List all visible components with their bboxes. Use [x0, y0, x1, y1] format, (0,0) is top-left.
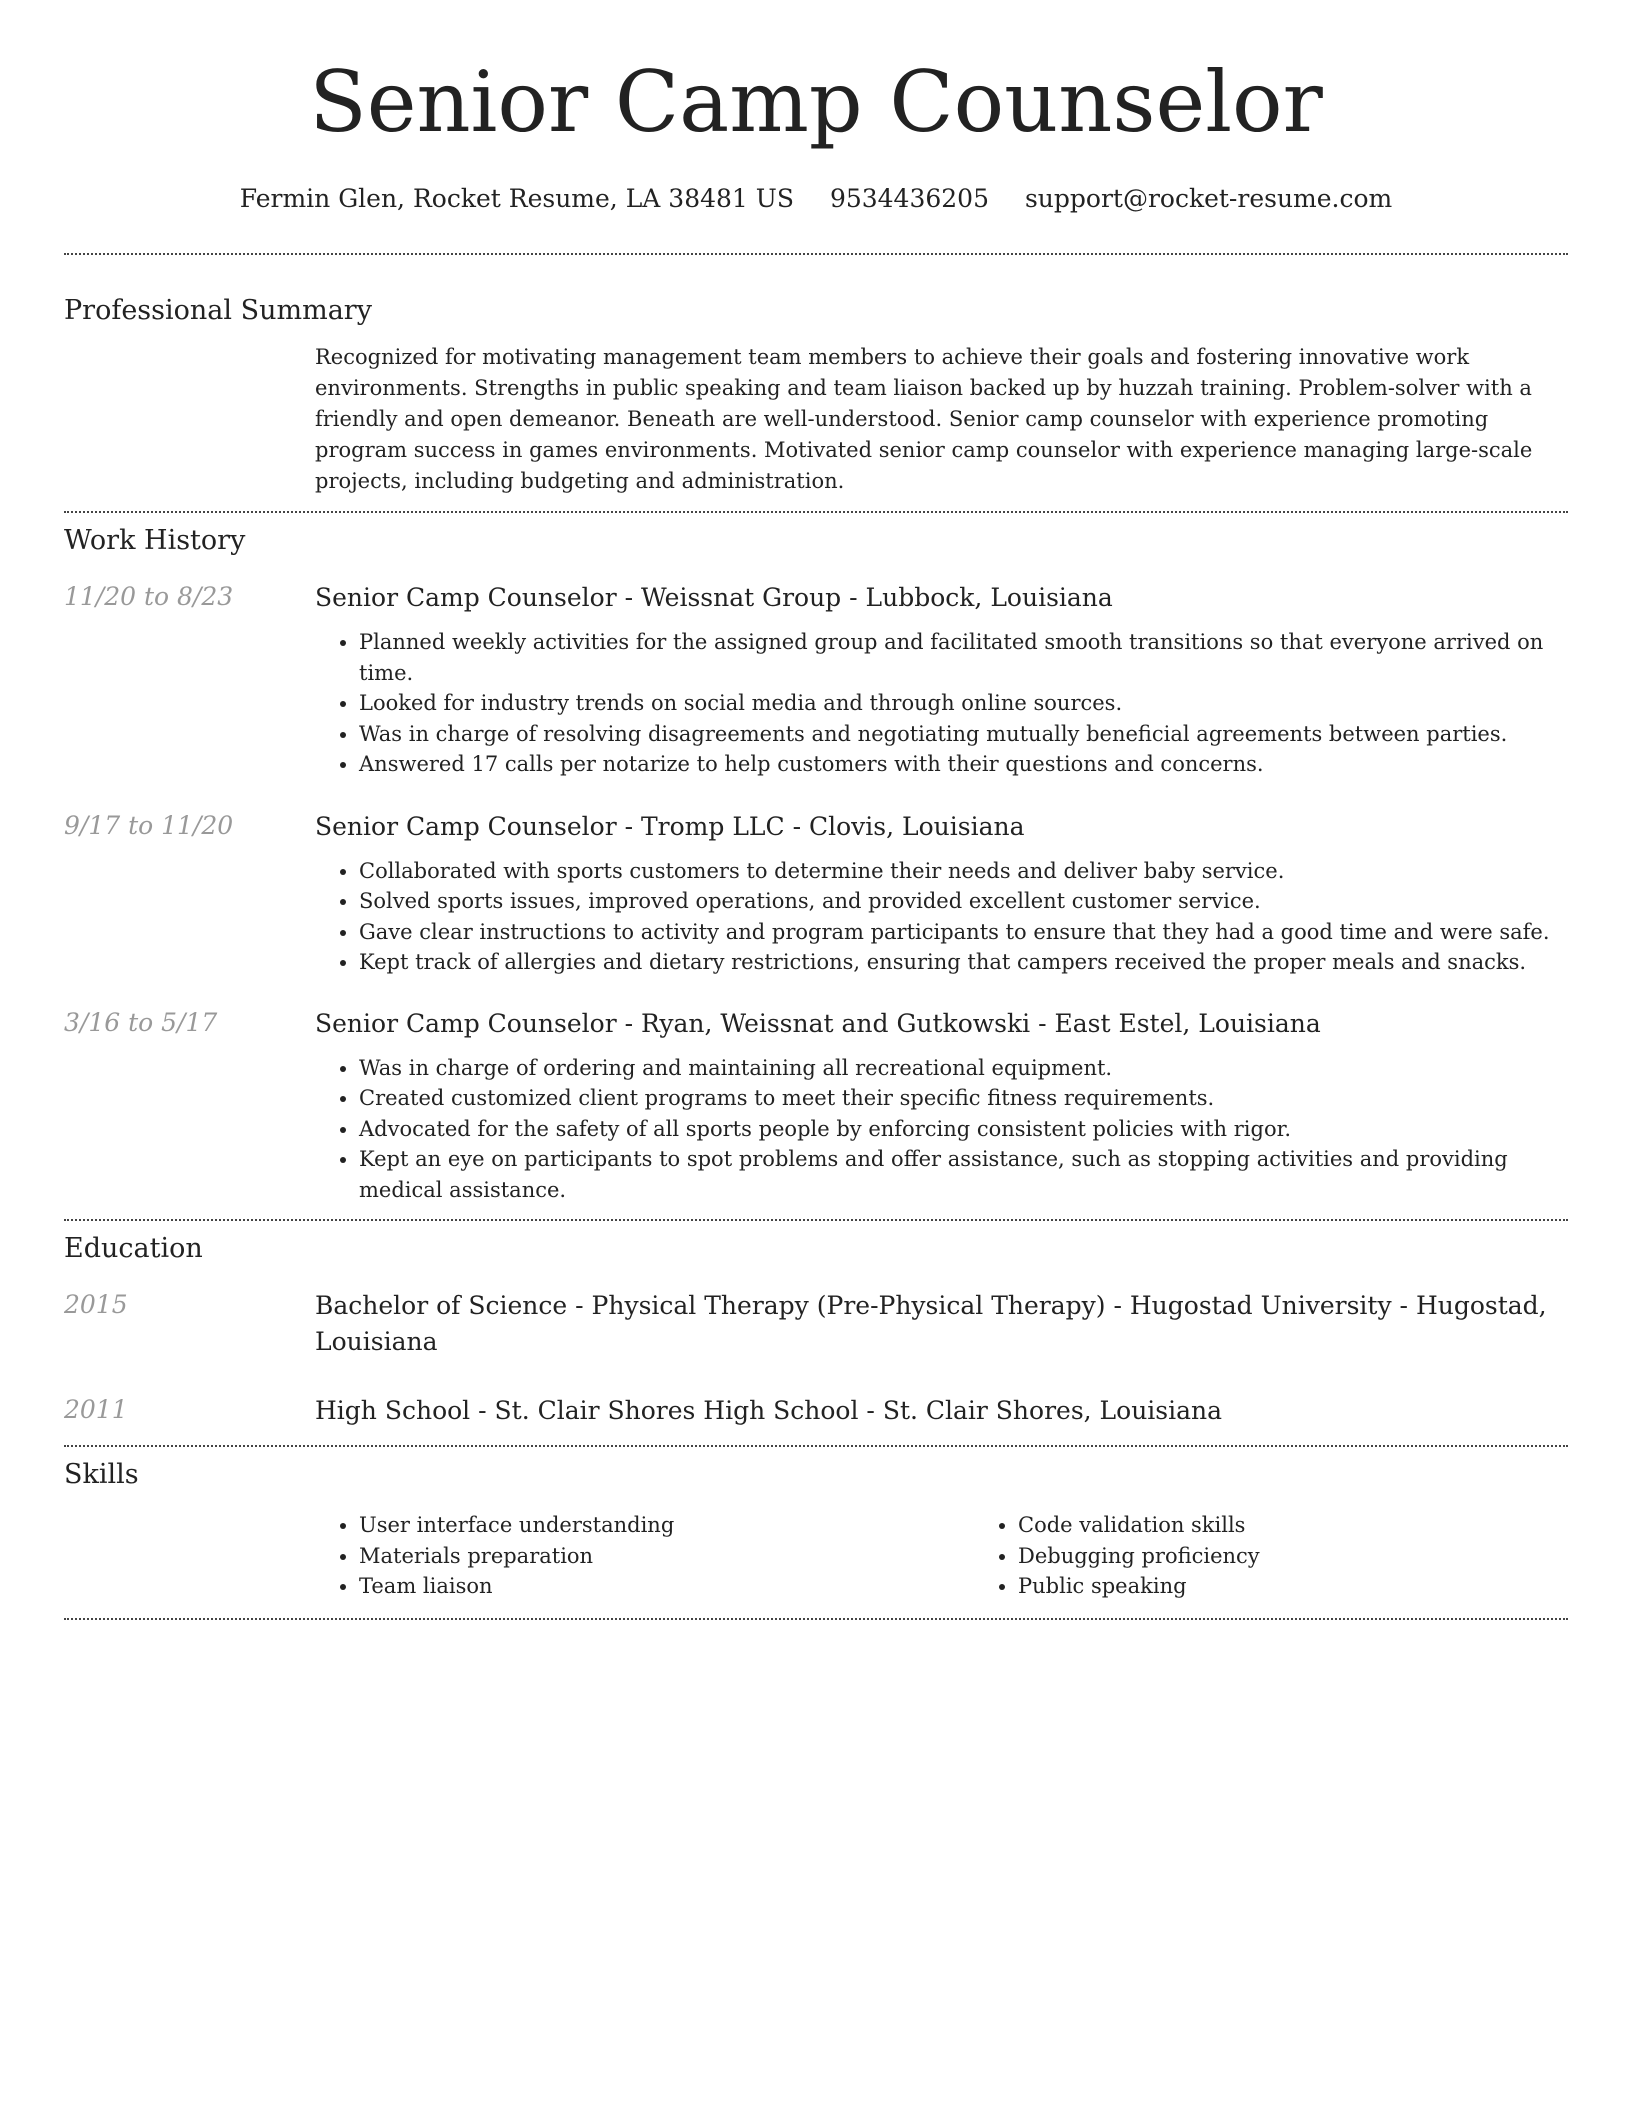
- job-dates: 9/17 to 11/20: [64, 810, 234, 840]
- contact-phone: 9534436205: [829, 184, 989, 213]
- job-entry: [64, 580, 1568, 780]
- job-title: Senior Camp Counselor - Tromp LLC - Clovis, Louisiana: [315, 811, 1025, 841]
- education-year: 2015: [64, 1290, 128, 1319]
- list-item: • Code validation skills: [1018, 1510, 1568, 1541]
- job-bullets: [315, 627, 1568, 780]
- list-item: • Public speaking: [1018, 1571, 1568, 1602]
- divider: [64, 253, 1568, 255]
- section-title-summary: Professional Summary: [64, 295, 372, 326]
- skills-section: [64, 1457, 1568, 1602]
- list-item: • Advocated for the safety of all sports people by enforcing consistent policies with rigor.: [359, 1114, 1568, 1145]
- list-item: • User interface understanding: [359, 1510, 974, 1541]
- list-item: • Looked for industry trends on social media and through online sources.: [359, 688, 1568, 719]
- job-bullets: [315, 1053, 1568, 1206]
- divider: [64, 1219, 1568, 1221]
- list-item: • Answered 17 calls per notarize to help customers with their questions and concerns.: [359, 749, 1568, 780]
- job-title: Senior Camp Counselor - Weissnat Group - Lubbock, Louisiana: [315, 583, 1113, 612]
- work-history-section: [64, 523, 1568, 1205]
- job-dates: 11/20 to 8/23: [64, 582, 234, 611]
- education-year: 2011: [64, 1395, 128, 1424]
- divider: [64, 511, 1568, 513]
- list-item: • Gave clear instructions to activity and program participants to ensure that they had a good time and were safe.: [359, 917, 1568, 948]
- section-title-education: Education: [64, 1233, 203, 1264]
- section-title-skills: Skills: [64, 1459, 139, 1490]
- contact-address: Fermin Glen, Rocket Resume, LA 38481 US: [239, 184, 794, 213]
- summary-section: [64, 293, 1568, 497]
- skills-list-right: [974, 1510, 1568, 1602]
- contact-line: [64, 182, 1568, 216]
- job-entry: [64, 1006, 1568, 1206]
- education-title: High School - St. Clair Shores High School - St. Clair Shores, Louisiana: [315, 1396, 1223, 1425]
- list-item: • Solved sports issues, improved operations, and provided excellent customer service.: [359, 886, 1568, 917]
- list-item: • Materials preparation: [359, 1541, 974, 1572]
- divider: [64, 1445, 1568, 1447]
- list-item: • Team liaison: [359, 1571, 974, 1602]
- education-title: Bachelor of Science - Physical Therapy (Pre-Physical Therapy) - Hugostad University - Hugostad, Louisiana: [315, 1291, 1547, 1356]
- education-section: [64, 1231, 1568, 1429]
- section-title-work-history: Work History: [64, 525, 246, 556]
- skills-list-left: [315, 1510, 974, 1602]
- list-item: • Collaborated with sports customers to determine their needs and deliver baby service.: [359, 856, 1568, 887]
- list-item: • Kept an eye on participants to spot problems and offer assistance, such as stopping activities and providing medical assistance.: [359, 1144, 1568, 1205]
- education-entry: [64, 1393, 1568, 1429]
- divider: [64, 1618, 1568, 1620]
- resume-name: Senior Camp Counselor: [309, 53, 1323, 151]
- summary-text: Recognized for motivating management team members to achieve their goals and fostering innovative work environments. Strengths in public speaking and team liaison backed up by huzzah training. Problem-solver with a friendly and open demeanor. Beneath are well-understood. Senior camp counselor with experience promoting program success in games environments. Motivated senior camp counselor with experience managing large-scale projects, including budgeting and administration.: [315, 345, 1533, 493]
- list-item: • Was in charge of ordering and maintaining all recreational equipment.: [359, 1053, 1568, 1084]
- list-item: • Kept track of allergies and dietary restrictions, ensuring that campers received the proper meals and snacks.: [359, 947, 1568, 978]
- job-entry: [64, 809, 1568, 978]
- list-item: • Was in charge of resolving disagreements and negotiating mutually beneficial agreements between parties.: [359, 719, 1568, 750]
- job-bullets: [315, 856, 1568, 978]
- job-title: Senior Camp Counselor - Ryan, Weissnat and Gutkowski - East Estel, Louisiana: [315, 1008, 1321, 1038]
- list-item: • Debugging proficiency: [1018, 1541, 1568, 1572]
- education-entry: [64, 1288, 1568, 1360]
- contact-email: support@rocket-resume.com: [1024, 184, 1393, 213]
- list-item: • Planned weekly activities for the assigned group and facilitated smooth transitions so that everyone arrived on time.: [359, 627, 1568, 688]
- job-dates: 3/16 to 5/17: [64, 1007, 218, 1037]
- list-item: • Created customized client programs to meet their specific fitness requirements.: [359, 1083, 1568, 1114]
